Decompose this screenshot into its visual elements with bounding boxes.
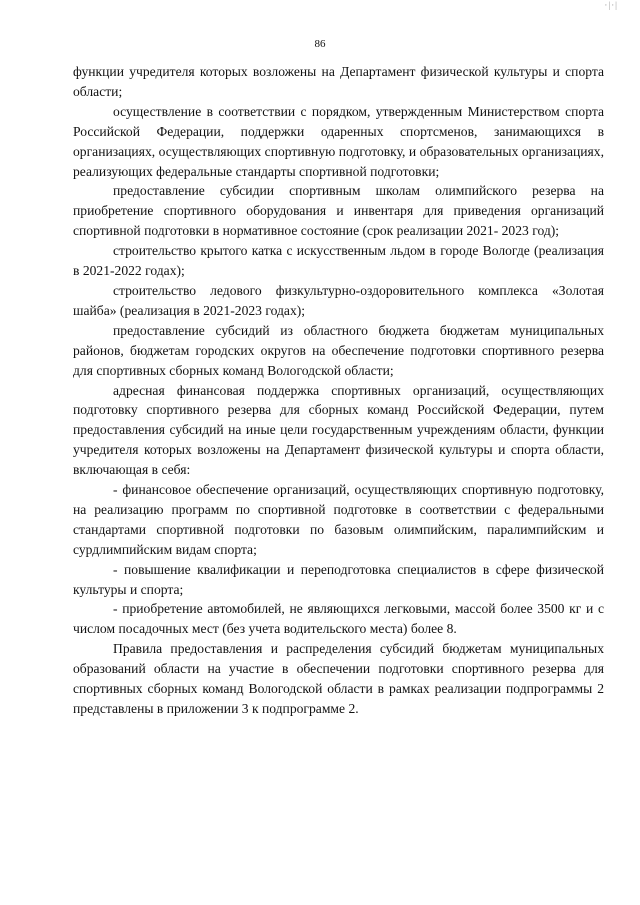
paragraph: - повышение квалификации и переподготовка специалистов в сфере физической культуры и спорта; <box>73 561 604 597</box>
paragraph: Правила предоставления и распределения субсидий бюджетам муниципальных образований области на участие в обеспечении подготовки спортивного резерва для спортивных сборных команд Вологодской области в рамках реализации подпрограммы 2 представлены в приложении 3 к подпрограмме 2. <box>73 641 604 716</box>
document-body <box>73 62 604 719</box>
paragraph: осуществление в соответствии с порядком, утвержденным Министерством спорта Российской Федерации, поддержки одаренных спортсменов, занимающихся в организациях, осуществляющих спортивную подготовку, и образовательных организациях, реализующих федеральные стандарты спортивной подготовки; <box>73 103 604 179</box>
paragraph: адресная финансовая поддержка спортивных организаций, осуществляющих подготовку спортивного резерва для сборных команд Российской Федерации, путем предоставления субсидий на иные цели государственным учреждениям области, функции учредителя которых возложены на Департамент физической культуры и спорта области, включающая в себя: <box>73 382 604 478</box>
paragraph: функции учредителя которых возложены на Департамент физической культуры и спорта области; <box>73 64 604 99</box>
page-number: 86 <box>314 38 326 50</box>
paragraph: предоставление субсидий из областного бюджета бюджетам муниципальных районов, бюджетам городских округов на обеспечение подготовки спортивного резерва для спортивных сборных команд Вологодской области; <box>73 322 604 378</box>
paragraph: - финансовое обеспечение организаций, осуществляющих спортивную подготовку, на реализацию программ по спортивной подготовке в соответствии с федеральными стандартами спортивной подготовки по базовым олимпийским, паралимпийским и сурдлимпийским видам спорта; <box>73 482 604 557</box>
paragraph: строительство ледового физкультурно-оздоровительного комплекса «Золотая шайба» (реализация в 2021-2023 годах); <box>73 282 604 318</box>
paragraph: - приобретение автомобилей, не являющихся легковыми, массой более 3500 кг и с числом посадочных мест (без учета водительского места) более 8. <box>73 601 604 637</box>
paragraph: строительство крытого катка с искусственным льдом в городе Вологде (реализация в 2021-2022 годах); <box>73 243 604 279</box>
corner-mark: ·|·| <box>604 0 618 10</box>
paragraph: предоставление субсидии спортивным школам олимпийского резерва на приобретение спортивного оборудования и инвентаря для приведения организаций спортивной подготовки в нормативное состояние (срок реализации 2021- 2023 год); <box>73 183 604 239</box>
